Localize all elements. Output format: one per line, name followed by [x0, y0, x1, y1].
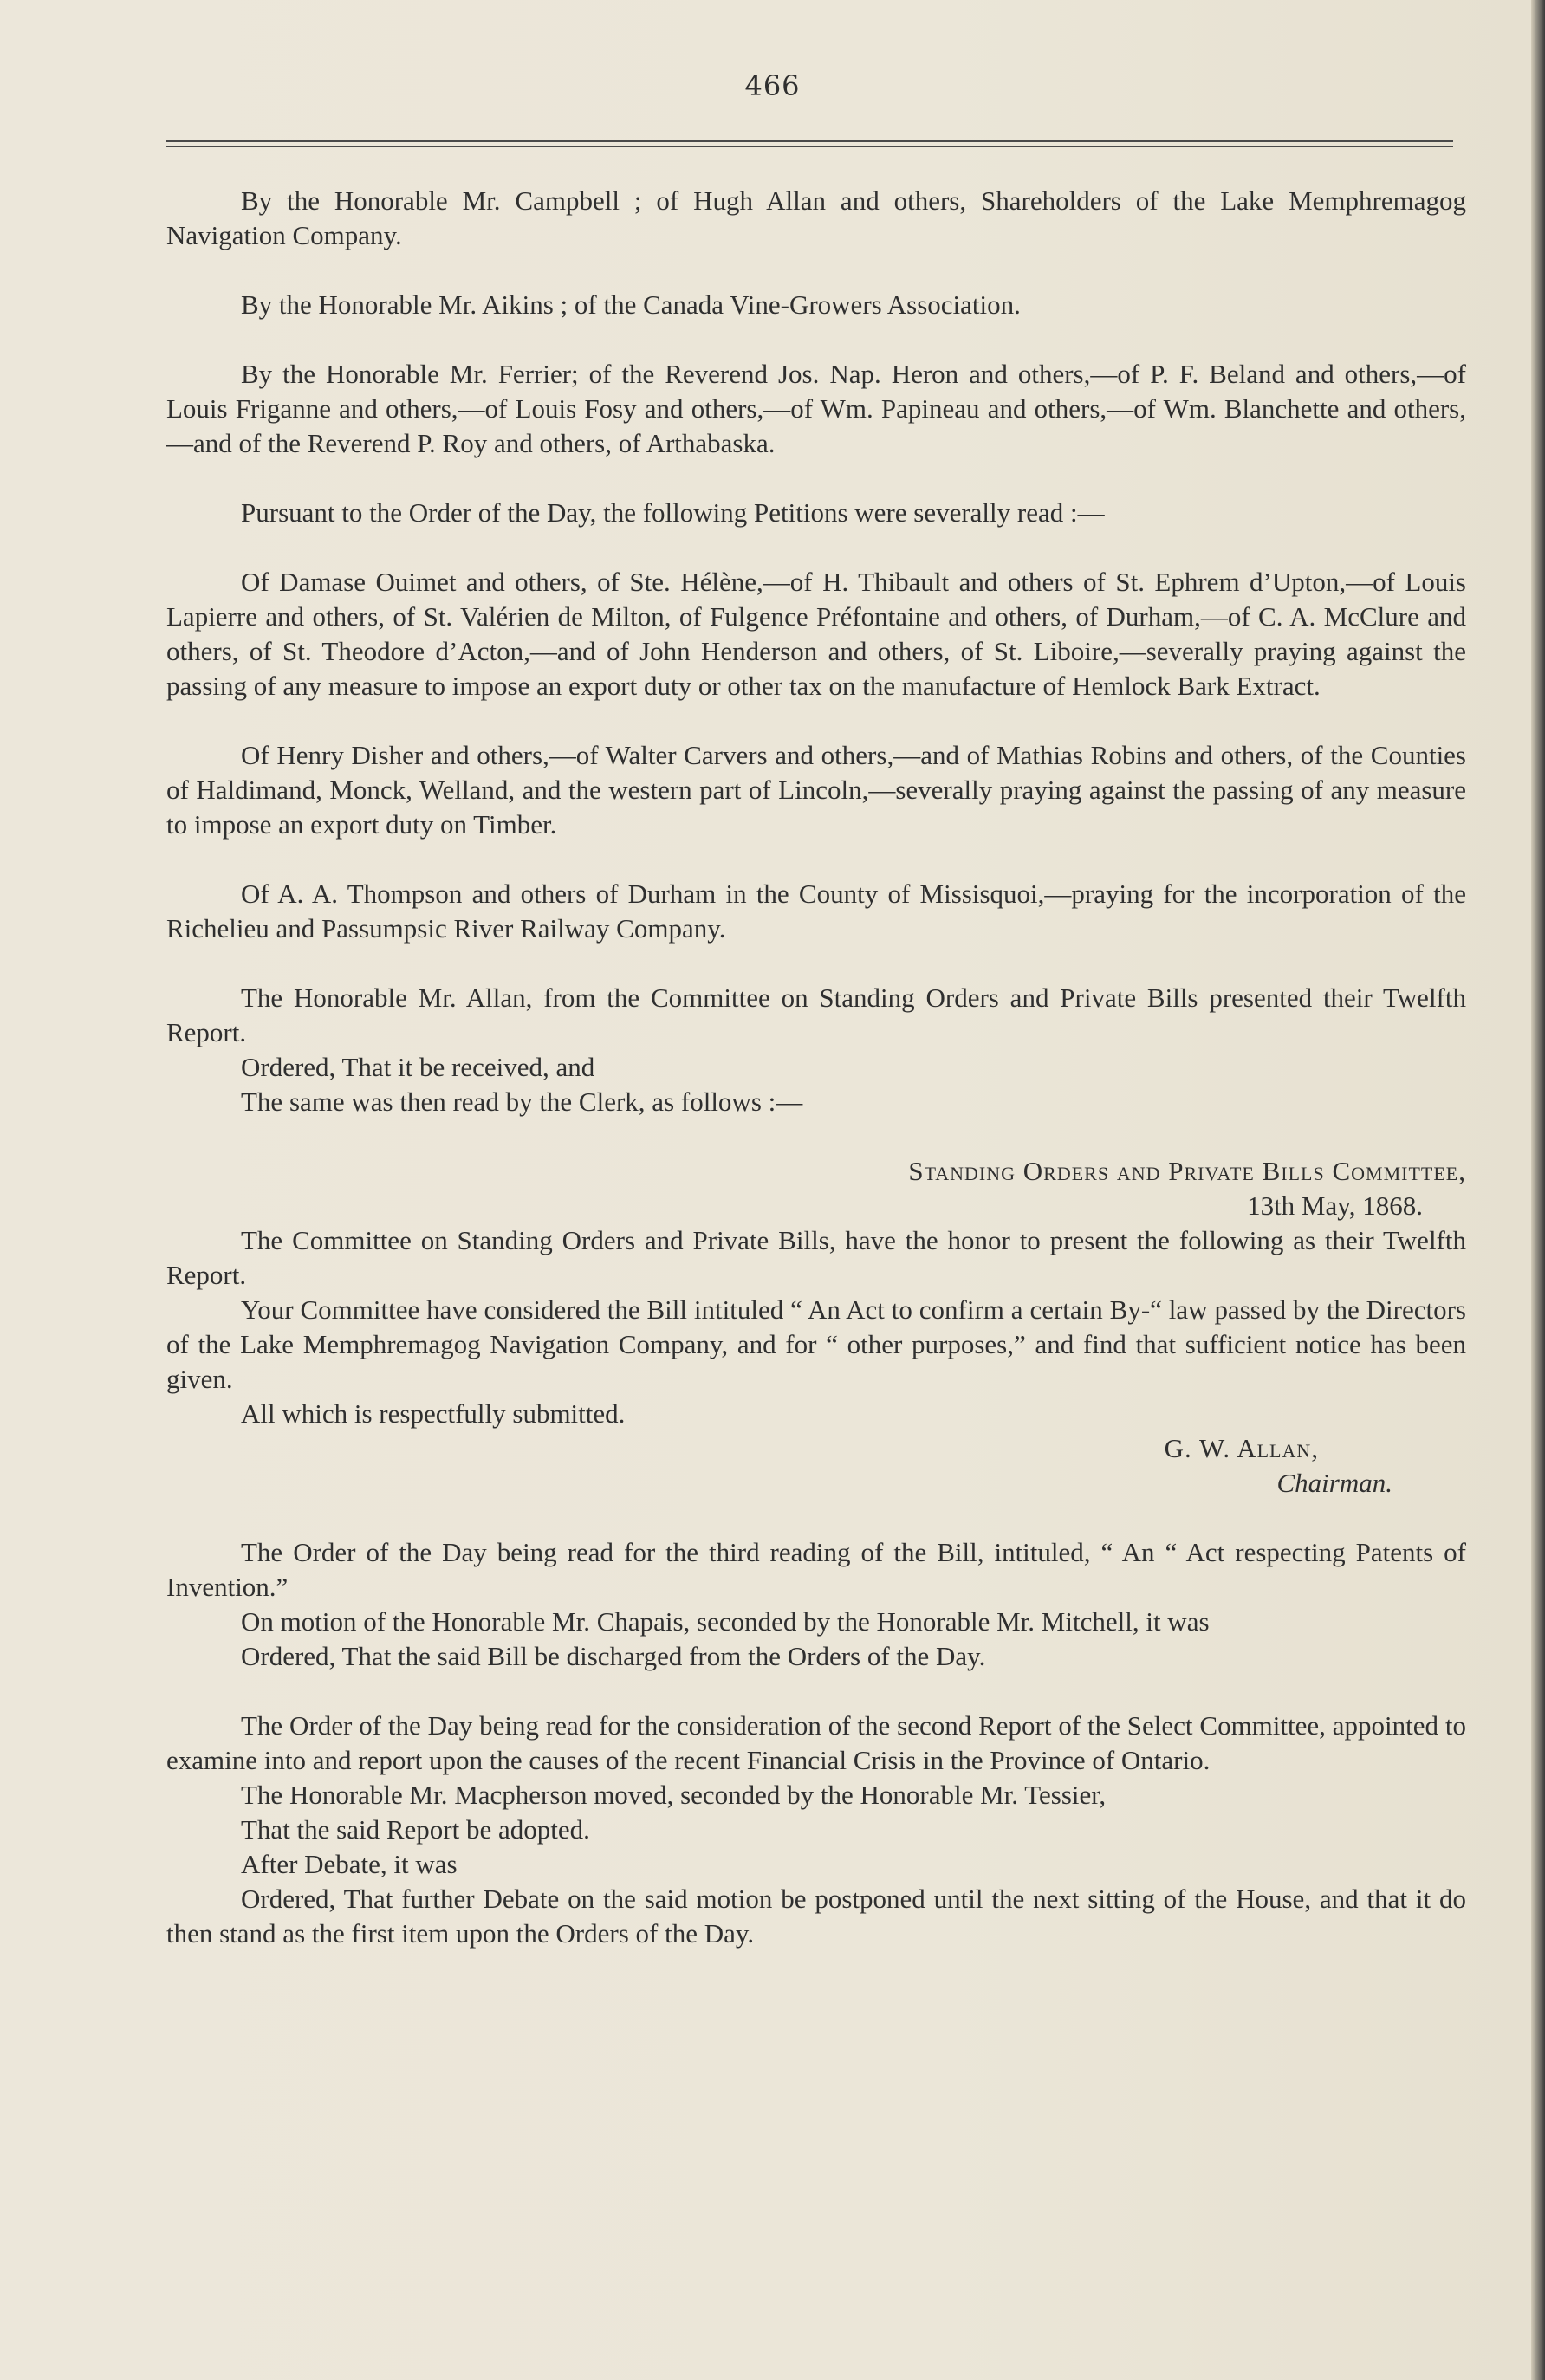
document-body	[166, 184, 1466, 1951]
page-binding-edge	[1531, 0, 1545, 2380]
header-rule-line	[166, 146, 1453, 147]
paragraph: By the Honorable Mr. Aikins ; of the Canada Vine-Growers Association.	[241, 289, 1021, 320]
paragraph: By the Honorable Mr. Ferrier; of the Reverend Jos. Nap. Heron and others,—of P. F. Beland and others,—of Louis Friganne and others,—of Louis Fosy and others,—of Wm. Papineau and others,—of Wm. Blanchette and others,—and of the Reverend P. Roy and others, of Arthabaska.	[166, 359, 1466, 458]
paragraph: Pursuant to the Order of the Day, the following Petitions were severally read :—	[241, 497, 1105, 528]
paragraph: The Order of the Day being read for the third reading of the Bill, intituled, “ An “ Act respecting Patents of Invention.”	[166, 1537, 1466, 1602]
paragraph: The Order of the Day being read for the consideration of the second Report of the Select Committee, appointed to examine into and report upon the causes of the recent Financial Crisis in the Province of Ontario.	[166, 1710, 1466, 1775]
paragraph: The Honorable Mr. Macpherson moved, seconded by the Honorable Mr. Tessier,	[241, 1780, 1107, 1810]
paragraph: Ordered, That further Debate on the said motion be postponed until the next sitting of the House, and that it do then stand as the first item upon the Orders of the Day.	[166, 1884, 1466, 1949]
header-rule	[166, 140, 1453, 158]
paragraph: Of A. A. Thompson and others of Durham in the County of Missisquoi,—praying for the incorporation of the Richelieu and Passumpsic River Railway Company.	[166, 879, 1466, 944]
paragraph: Of Damase Ouimet and others, of Ste. Hélène,—of H. Thibault and others of St. Ephrem d’Upton,—of Louis Lapierre and others, of St. Valérien de Milton, of Fulgence Préfontaine and others, of Durham,—of C. A. McClure and others, of St. Theodore d’Acton,—and of John Henderson and others, of St. Liboire,—severally praying against the passing of any measure to impose an export duty or other tax on the manufacture of Hemlock Bark Extract.	[166, 567, 1466, 701]
committee-heading: Standing Orders and Private Bills Committee,	[908, 1156, 1466, 1186]
paragraph: By the Honorable Mr. Campbell ; of Hugh Allan and others, Shareholders of the Lake Memphremagog Navigation Company.	[166, 185, 1466, 250]
paragraph: That the said Report be adopted.	[241, 1814, 590, 1845]
paragraph: Of Henry Disher and others,—of Walter Carvers and others,—and of Mathias Robins and others, of the Counties of Haldimand, Monck, Welland, and the western part of Lincoln,—severally praying against the passing of any measure to impose an export duty on Timber.	[166, 740, 1466, 840]
paragraph: The Committee on Standing Orders and Private Bills, have the honor to present the following as their Twelfth Report.	[166, 1225, 1466, 1290]
paragraph: The same was then read by the Clerk, as follows :—	[241, 1086, 803, 1117]
signature-name: G. W. Allan,	[1164, 1433, 1319, 1463]
paragraph: Your Committee have considered the Bill intituled “ An Act to confirm a certain By-“ law passed by the Directors of the Lake Memphremagog Navigation Company, and for “ other purposes,” and find that sufficient notice has been given.	[166, 1294, 1466, 1394]
paragraph: On motion of the Honorable Mr. Chapais, seconded by the Honorable Mr. Mitchell, it was	[241, 1606, 1210, 1637]
signature-title: Chairman.	[1276, 1468, 1392, 1498]
paragraph: Ordered, That it be received, and	[241, 1052, 595, 1082]
paragraph: The Honorable Mr. Allan, from the Committee on Standing Orders and Private Bills presented their Twelfth Report.	[166, 982, 1466, 1047]
header-rule-line	[166, 140, 1453, 142]
page-number: 466	[744, 69, 801, 102]
paragraph: Ordered, That the said Bill be discharged from the Orders of the Day.	[241, 1641, 986, 1671]
committee-date: 13th May, 1868.	[1247, 1190, 1423, 1221]
paragraph: After Debate, it was	[241, 1849, 458, 1879]
paragraph: All which is respectfully submitted.	[241, 1398, 626, 1429]
